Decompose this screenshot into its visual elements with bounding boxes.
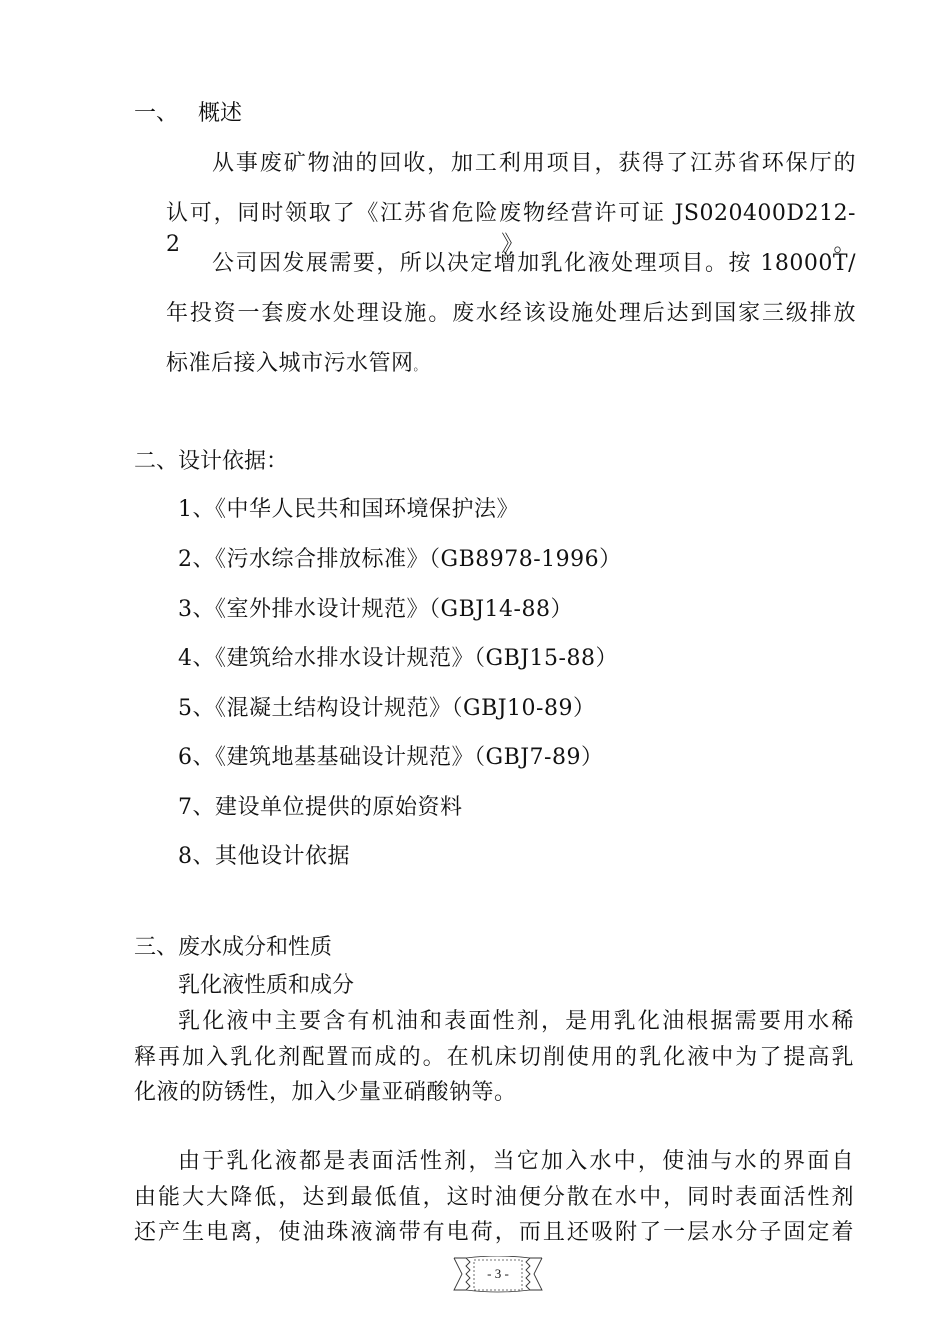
reference-item-8: 8、其他设计依据 [178,844,350,869]
section-1-paragraph-2-line-3-text: 标准后接入城市污水管网 [166,351,414,376]
section-3-paragraph-2-line-3: 还产生电离，使油珠液滴带有电荷，而且还吸附了一层水分子固定着 [134,1220,854,1245]
section-1-heading-number: 一、 [134,101,179,126]
reference-item-6: 6、《建筑地基基础设计规范》（GBJ7-89） [178,745,604,770]
reference-item-3: 3、《室外排水设计规范》（GBJ14-88） [178,597,573,622]
section-1-paragraph-1-line-1: 从事废矿物油的回收，加工利用项目，获得了江苏省环保厅的 [212,151,856,176]
section-1-paragraph-2-line-2: 年投资一套废水处理设施。废水经该设施处理后达到国家三级排放 [166,301,856,326]
section-3-paragraph-1-line-3: 化液的防锈性，加入少量亚硝酸钠等。 [134,1080,517,1105]
reference-item-4: 4、《建筑给水排水设计规范》（GBJ15-88） [178,646,618,671]
section-1-heading-title: 概述 [198,101,243,126]
reference-item-2: 2、《污水综合排放标准》（GB8978-1996） [178,547,622,572]
section-3-paragraph-1-line-2: 释再加入乳化剂配置而成的。在机床切削使用的乳化液中为了提高乳 [134,1045,854,1070]
reference-item-7: 7、建设单位提供的原始资料 [178,795,463,820]
section-3-paragraph-1-line-1: 乳化液中主要含有机油和表面性剂，是用乳化油根据需要用水稀 [178,1009,854,1034]
section-1-paragraph-2-line-3 [166,346,426,377]
section-2-heading: 二、设计依据： [134,449,289,474]
section-1-paragraph-2-period: 。 [413,359,427,373]
reference-item-1: 1、《中华人民共和国环境保护法》 [178,497,519,522]
section-3-paragraph-2-line-2: 由能大大降低，达到最低值，这时油便分散在水中，同时表面活性剂 [134,1185,854,1210]
section-1-paragraph-2-line-1: 公司因发展需要，所以决定增加乳化液处理项目。按 18000T/ [212,251,856,276]
section-3-subheading: 乳化液性质和成分 [178,973,355,998]
reference-item-5: 5、《混凝土结构设计规范》（GBJ10-89） [178,696,596,721]
section-1-paragraph-1-line-2: 认可，同时领取了《江苏省危险废物经营许可证 JS020400D212-2》。 [166,201,856,257]
page-number-badge [452,1256,544,1296]
section-3-heading: 三、废水成分和性质 [134,935,333,960]
section-3-paragraph-2-line-1: 由于乳化液都是表面活性剂，当它加入水中，使油与水的界面自 [178,1149,854,1174]
page-number: - 3 - [487,1266,509,1281]
